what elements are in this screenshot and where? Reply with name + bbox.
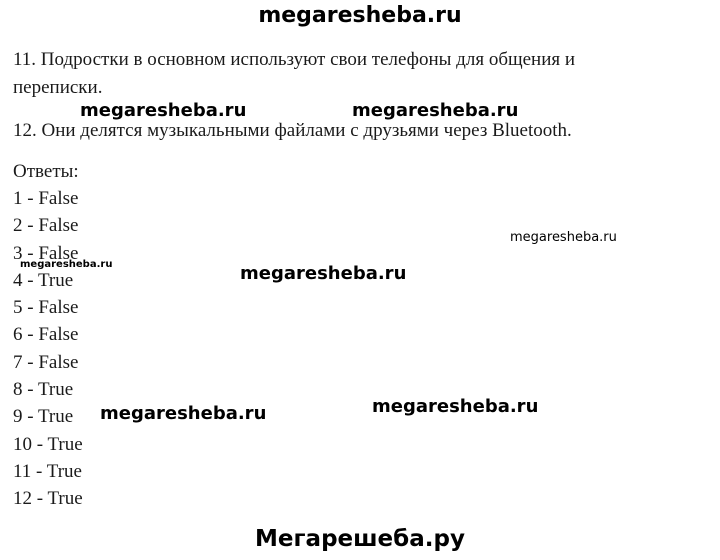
answer-item: 2 - False bbox=[13, 215, 79, 237]
watermark-lower-left: megaresheba.ru bbox=[100, 403, 267, 424]
watermark-upper-left: megaresheba.ru bbox=[80, 100, 247, 121]
answer-item: 4 - True bbox=[13, 269, 74, 291]
answers-heading: Ответы: bbox=[13, 161, 79, 182]
watermark-middle: megaresheba.ru bbox=[240, 263, 407, 284]
answers-list bbox=[13, 185, 83, 513]
footer-watermark: Мегарешеба.ру bbox=[255, 526, 465, 552]
watermark-lower-right: megaresheba.ru bbox=[372, 396, 539, 417]
answer-item: 1 - False bbox=[13, 188, 79, 209]
answer-item: 5 - False bbox=[13, 297, 79, 319]
answer-item: 10 - True bbox=[13, 433, 83, 455]
watermark-tiny-left: megaresheba.ru bbox=[20, 259, 113, 270]
watermark-upper-right: megaresheba.ru bbox=[352, 100, 519, 121]
watermark-small-right: megaresheba.ru bbox=[510, 230, 617, 245]
answer-item: 6 - False bbox=[13, 324, 79, 346]
answer-item: 3 - False bbox=[13, 242, 79, 264]
sentence-11-line-2: переписки. bbox=[13, 77, 103, 98]
sentence-11-line-1: 11. Подростки в основном используют свои телефоны для общения и bbox=[13, 49, 576, 70]
answer-item: 7 - False bbox=[13, 351, 79, 373]
header-watermark: megaresheba.ru bbox=[258, 3, 462, 28]
answer-item: 11 - True bbox=[13, 460, 82, 482]
answer-item: 9 - True bbox=[13, 406, 74, 428]
sentence-12: 12. Они делятся музыкальными файлами с друзьями через Bluetooth. bbox=[13, 120, 572, 141]
answer-item: 12 - True bbox=[13, 488, 83, 510]
answer-item: 8 - True bbox=[13, 379, 74, 401]
